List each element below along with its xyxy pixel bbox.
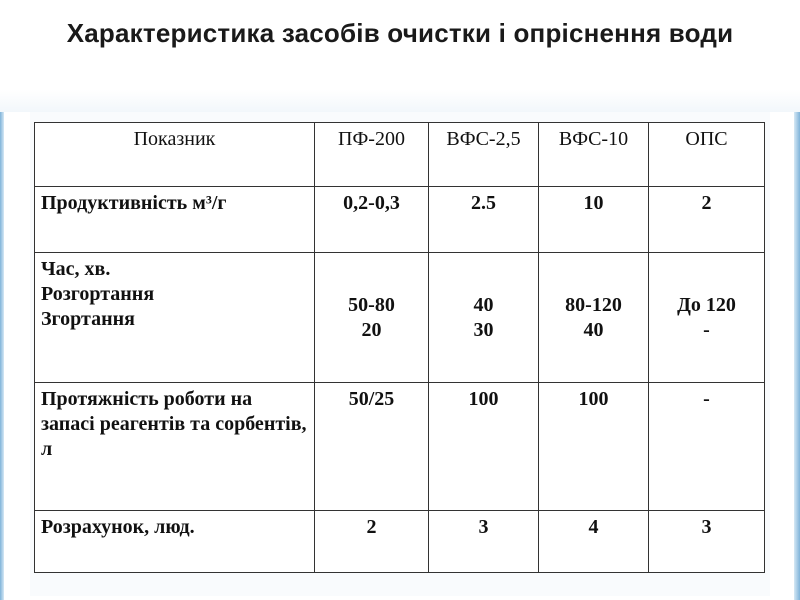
header-pf-200: ПФ-200 [315, 123, 429, 187]
table-row [35, 187, 765, 253]
table-cell: 3 [429, 511, 539, 573]
table-row [35, 383, 765, 511]
table-cell: 10 [539, 187, 649, 253]
table-cell: 2 [315, 511, 429, 573]
table-cell: 2.5 [429, 187, 539, 253]
table-cell: 4 [539, 511, 649, 573]
row-label-time: Час, хв. Розгортання Згортання [35, 253, 315, 383]
row-label-crew: Розрахунок, люд. [35, 511, 315, 573]
header-vfs-10: ВФС-10 [539, 123, 649, 187]
header-vfs-2-5: ВФС-2,5 [429, 123, 539, 187]
table-cell: 80-120 40 [539, 253, 649, 383]
table-row [35, 253, 765, 383]
table-row [35, 511, 765, 573]
header-ops: ОПС [649, 123, 765, 187]
table-header-row [35, 123, 765, 187]
table-cell: 100 [429, 383, 539, 511]
table-cell: 0,2-0,3 [315, 187, 429, 253]
table-cell: 100 [539, 383, 649, 511]
table-cell: 2 [649, 187, 765, 253]
header-indicator: Показник [35, 123, 315, 187]
slide-title: Характеристика засобів очистки і опріснення води [66, 18, 734, 48]
table-cell: 3 [649, 511, 765, 573]
table-cell: 50-80 20 [315, 253, 429, 383]
table-cell: - [649, 383, 765, 511]
table-cell: 40 30 [429, 253, 539, 383]
row-label-work-duration: Протяжність роботи на запасі реагентів та сорбентів, л [35, 383, 315, 511]
table-cell: 50/25 [315, 383, 429, 511]
table-cell: До 120 - [649, 253, 765, 383]
characteristics-table [34, 122, 765, 573]
row-label-productivity: Продуктивність м³/г [35, 187, 315, 253]
